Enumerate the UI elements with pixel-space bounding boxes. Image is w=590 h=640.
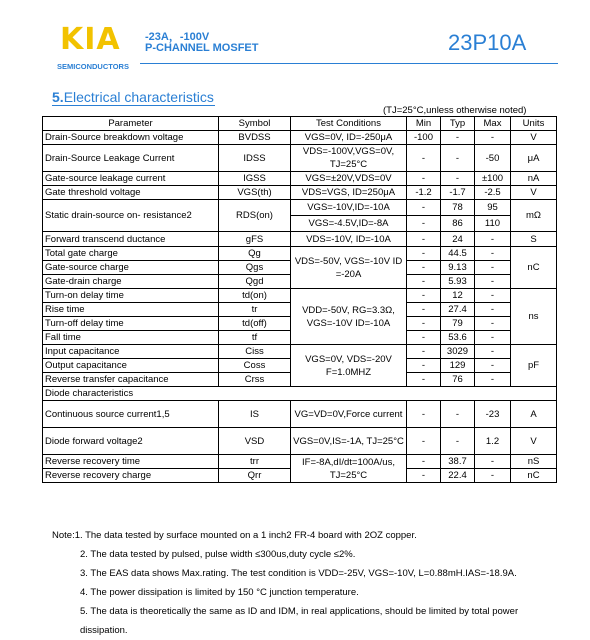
- parameter-cell: Drain-Source breakdown voltage: [43, 131, 219, 145]
- condition-cell: VG=VD=0V,Force current: [291, 401, 407, 428]
- parameter-cell: Total gate charge: [43, 247, 219, 261]
- max-cell: -: [475, 317, 511, 331]
- symbol-cell: td(off): [219, 317, 291, 331]
- parameter-cell: Turn-on delay time: [43, 289, 219, 303]
- min-cell: -1.2: [407, 186, 441, 200]
- symbol-cell: td(on): [219, 289, 291, 303]
- parameter-cell: Static drain-source on- resistance2: [43, 200, 219, 232]
- parameter-cell: Gate-source charge: [43, 261, 219, 275]
- symbol-cell: gFS: [219, 232, 291, 247]
- typ-cell: -: [441, 145, 475, 172]
- parameter-cell: Rise time: [43, 303, 219, 317]
- typ-cell: -: [441, 401, 475, 428]
- section-title: [52, 89, 215, 106]
- col-typ: Typ: [441, 117, 475, 131]
- note-3: 3. The EAS data shows Max.rating. The test condition is VDD=-25V, VGS=-10V, L=0.88mH.IAS=-18.9A.: [80, 568, 517, 579]
- symbol-cell: BVDSS: [219, 131, 291, 145]
- symbol-cell: Qrr: [219, 469, 291, 483]
- brand-logo: KIA: [60, 22, 121, 57]
- unit-cell: nC: [511, 247, 557, 289]
- col-min: Min: [407, 117, 441, 131]
- symbol-cell: Coss: [219, 359, 291, 373]
- parameter-cell: Reverse recovery charge: [43, 469, 219, 483]
- symbol-cell: trr: [219, 455, 291, 469]
- typ-cell: 76: [441, 373, 475, 387]
- max-cell: ±100: [475, 172, 511, 186]
- typ-cell: 38.7: [441, 455, 475, 469]
- note-4: 4. The power dissipation is limited by 150 °C junction temperature.: [80, 587, 359, 598]
- condition-cell: VGS=0V, ID=-250μA: [291, 131, 407, 145]
- max-cell: -: [475, 289, 511, 303]
- parameter-cell: Output capacitance: [43, 359, 219, 373]
- symbol-cell: Qg: [219, 247, 291, 261]
- typ-cell: -: [441, 428, 475, 455]
- table-row: [43, 387, 557, 401]
- parameter-cell: Forward transcend ductance: [43, 232, 219, 247]
- col-test-conditions: Test Conditions: [291, 117, 407, 131]
- min-cell: -: [407, 303, 441, 317]
- condition-cell: VDS=VGS, ID=250μA: [291, 186, 407, 200]
- typ-cell: 79: [441, 317, 475, 331]
- condition-cell: VGS=-10V,ID=-10A: [291, 200, 407, 216]
- min-cell: -: [407, 455, 441, 469]
- min-cell: -: [407, 200, 441, 216]
- parameter-cell: Drain-Source Leakage Current: [43, 145, 219, 172]
- min-cell: -: [407, 145, 441, 172]
- symbol-cell: RDS(on): [219, 200, 291, 232]
- max-cell: -: [475, 247, 511, 261]
- min-cell: -: [407, 172, 441, 186]
- parameter-cell: Diode forward voltage2: [43, 428, 219, 455]
- col-units: Units: [511, 117, 557, 131]
- max-cell: -: [475, 331, 511, 345]
- min-cell: -: [407, 345, 441, 359]
- max-cell: -: [475, 359, 511, 373]
- typ-cell: 3029: [441, 345, 475, 359]
- diode-section-header: Diode characteristics: [43, 387, 557, 401]
- typ-cell: 24: [441, 232, 475, 247]
- typ-cell: 5.93: [441, 275, 475, 289]
- max-cell: -50: [475, 145, 511, 172]
- min-cell: -: [407, 247, 441, 261]
- table-row: [43, 428, 557, 455]
- min-cell: -: [407, 401, 441, 428]
- max-cell: 110: [475, 216, 511, 232]
- unit-cell: nS: [511, 455, 557, 469]
- min-cell: -: [407, 373, 441, 387]
- unit-cell: V: [511, 428, 557, 455]
- symbol-cell: IS: [219, 401, 291, 428]
- symbol-cell: tf: [219, 331, 291, 345]
- max-cell: -: [475, 232, 511, 247]
- max-cell: -2.5: [475, 186, 511, 200]
- parameter-cell: Reverse recovery time: [43, 455, 219, 469]
- typ-cell: 22.4: [441, 469, 475, 483]
- table-row: [43, 172, 557, 186]
- unit-cell: pF: [511, 345, 557, 387]
- conditions-note: (TJ=25°C,unless otherwise noted): [383, 105, 527, 116]
- max-cell: 95: [475, 200, 511, 216]
- symbol-cell: VGS(th): [219, 186, 291, 200]
- unit-cell: A: [511, 401, 557, 428]
- characteristics-table: [42, 116, 557, 483]
- notes-block: [52, 526, 562, 640]
- parameter-cell: Turn-off delay time: [43, 317, 219, 331]
- min-cell: -: [407, 232, 441, 247]
- condition-cell: VGS=0V, VDS=-20V F=1.0MHZ: [291, 345, 407, 387]
- parameter-cell: Gate-source leakage current: [43, 172, 219, 186]
- col-parameter: Parameter: [43, 117, 219, 131]
- max-cell: -: [475, 345, 511, 359]
- header-device-type: P-CHANNEL MOSFET: [145, 42, 259, 54]
- note-2: 2. The data tested by pulsed, pulse width ≤300us,duty cycle ≤2%.: [80, 549, 356, 560]
- note-5: 5. The data is theoretically the same as ID and IDM, in real applications, should be limited by total power dissipation.: [80, 606, 519, 636]
- symbol-cell: VSD: [219, 428, 291, 455]
- col-symbol: Symbol: [219, 117, 291, 131]
- condition-cell: VGS=0V,IS=-1A, TJ=25°C: [291, 428, 407, 455]
- typ-cell: 129: [441, 359, 475, 373]
- typ-cell: -: [441, 172, 475, 186]
- symbol-cell: IGSS: [219, 172, 291, 186]
- unit-cell: nA: [511, 172, 557, 186]
- parameter-cell: Gate threshold voltage: [43, 186, 219, 200]
- max-cell: -: [475, 261, 511, 275]
- brand-tagline: SEMICONDUCTORS: [57, 62, 129, 71]
- typ-cell: -1.7: [441, 186, 475, 200]
- section-number: 5.: [52, 89, 64, 105]
- note-1: Note:1. The data tested by surface mounted on a 1 inch2 FR-4 board with 2OZ copper.: [52, 530, 417, 541]
- condition-cell: VDD=-50V, RG=3.3Ω, VGS=-10V ID=-10A: [291, 289, 407, 345]
- min-cell: -: [407, 428, 441, 455]
- min-cell: -: [407, 275, 441, 289]
- table-row: [43, 186, 557, 200]
- max-cell: -: [475, 303, 511, 317]
- col-max: Max: [475, 117, 511, 131]
- max-cell: -: [475, 373, 511, 387]
- parameter-cell: Reverse transfer capacitance: [43, 373, 219, 387]
- max-cell: -23: [475, 401, 511, 428]
- unit-cell: V: [511, 131, 557, 145]
- min-cell: -: [407, 331, 441, 345]
- symbol-cell: Qgs: [219, 261, 291, 275]
- table-row: [43, 145, 557, 172]
- symbol-cell: IDSS: [219, 145, 291, 172]
- condition-cell: IF=-8A,dI/dt=100A/us, TJ=25°C: [291, 455, 407, 483]
- min-cell: -100: [407, 131, 441, 145]
- unit-cell: mΩ: [511, 200, 557, 232]
- table-row: [43, 247, 557, 261]
- typ-cell: 9.13: [441, 261, 475, 275]
- parameter-cell: Continuous source current1,5: [43, 401, 219, 428]
- header-divider: [140, 63, 558, 64]
- condition-cell: VGS=-4.5V,ID=-8A: [291, 216, 407, 232]
- unit-cell: S: [511, 232, 557, 247]
- min-cell: -: [407, 261, 441, 275]
- max-cell: -: [475, 275, 511, 289]
- max-cell: -: [475, 469, 511, 483]
- table-row: [43, 232, 557, 247]
- table-row: [43, 200, 557, 216]
- typ-cell: 27.4: [441, 303, 475, 317]
- table-header-row: [43, 117, 557, 131]
- max-cell: -: [475, 131, 511, 145]
- min-cell: -: [407, 359, 441, 373]
- header-rating: -23A，-100V: [145, 31, 210, 43]
- symbol-cell: Crss: [219, 373, 291, 387]
- unit-cell: ns: [511, 289, 557, 345]
- unit-cell: V: [511, 186, 557, 200]
- table-row: [43, 289, 557, 303]
- table-row: [43, 345, 557, 359]
- typ-cell: 78: [441, 200, 475, 216]
- typ-cell: 44.5: [441, 247, 475, 261]
- condition-cell: VGS=±20V,VDS=0V: [291, 172, 407, 186]
- unit-cell: μA: [511, 145, 557, 172]
- symbol-cell: Qgd: [219, 275, 291, 289]
- condition-cell: VDS=-100V,VGS=0V, TJ=25°C: [291, 145, 407, 172]
- parameter-cell: Gate-drain charge: [43, 275, 219, 289]
- parameter-cell: Input capacitance: [43, 345, 219, 359]
- symbol-cell: tr: [219, 303, 291, 317]
- typ-cell: 53.6: [441, 331, 475, 345]
- typ-cell: -: [441, 131, 475, 145]
- part-number: 23P10A: [448, 30, 527, 55]
- table-row: [43, 455, 557, 469]
- table-row: [43, 131, 557, 145]
- condition-cell: VDS=-10V, ID=-10A: [291, 232, 407, 247]
- max-cell: -: [475, 455, 511, 469]
- max-cell: 1.2: [475, 428, 511, 455]
- min-cell: -: [407, 289, 441, 303]
- parameter-cell: Fall time: [43, 331, 219, 345]
- min-cell: -: [407, 216, 441, 232]
- condition-cell: VDS=-50V, VGS=-10V ID =-20A: [291, 247, 407, 289]
- symbol-cell: Ciss: [219, 345, 291, 359]
- typ-cell: 86: [441, 216, 475, 232]
- table-row: [43, 401, 557, 428]
- min-cell: -: [407, 317, 441, 331]
- unit-cell: nC: [511, 469, 557, 483]
- typ-cell: 12: [441, 289, 475, 303]
- min-cell: -: [407, 469, 441, 483]
- section-title-text: Electrical characteristics: [63, 89, 214, 105]
